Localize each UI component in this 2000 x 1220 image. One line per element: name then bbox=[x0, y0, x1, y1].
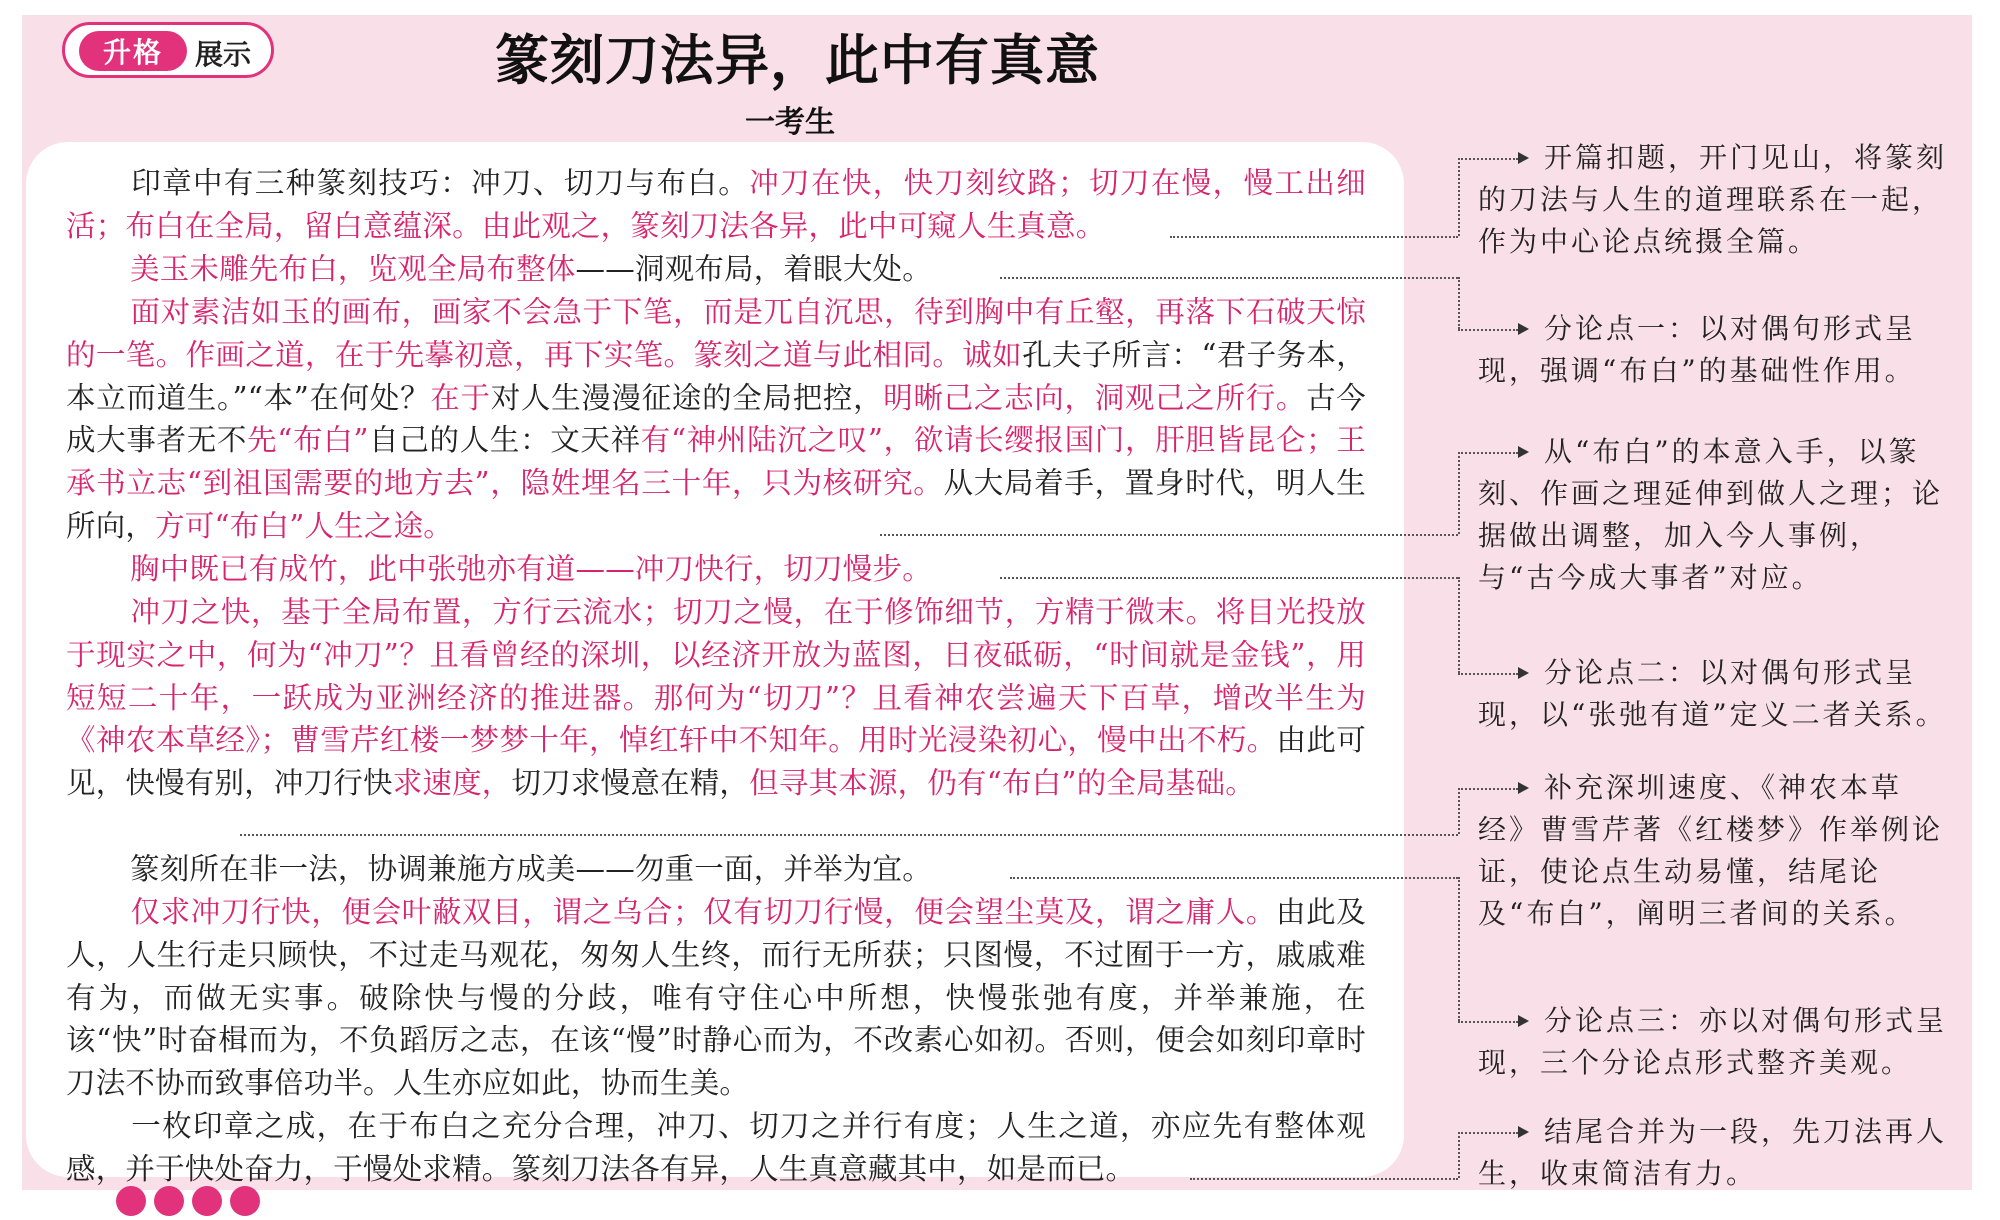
connector-line bbox=[1458, 277, 1460, 329]
paragraph-argument-two bbox=[26, 591, 1404, 805]
body-text: 篆刻所在非一法，协调兼施方成美——勿重一面，并举为宜。 bbox=[130, 852, 932, 886]
paragraph-argument-one bbox=[26, 291, 1404, 548]
connector-line bbox=[1458, 1132, 1460, 1178]
badge-highlight: 升格 bbox=[79, 31, 187, 71]
highlighted-text: 有“神州陆沉之叹”，欲请长缨报国门，肝胆皆昆仑；王承书立志“到祖国需要的地方去”，隐姓埋名三十年，只为核研究。 bbox=[66, 423, 1366, 501]
decorative-dots bbox=[116, 1186, 286, 1200]
connector-line bbox=[1458, 452, 1460, 534]
margin-note: 补充深圳速度、《神农本草经》曹雪芹著《红楼梦》作举例论证，使论点生动易懂，结尾论及“布白”，阐明三者间的关系。 bbox=[1478, 771, 1944, 930]
highlighted-text: 先“布白” bbox=[247, 423, 369, 458]
badge-label: 展示 bbox=[195, 38, 252, 71]
highlighted-text: 仅求冲刀行快，便会叶蔽双目，谓之乌合；仅有切刀行慢，便会望尘莫及，谓之庸人。 bbox=[130, 895, 1276, 929]
connector-line bbox=[1458, 158, 1460, 236]
highlighted-text: 冲刀在快，快刀刻纹路；切刀在慢，慢工出细活；布白在全局，留白意蕴深。由此观之，篆刻刀法各异，此中可窥人生真意。 bbox=[66, 166, 1366, 243]
highlighted-text: 冲刀之快，基于全局布置，方行云流水；切刀之慢，在于修饰细节，方精于微末。将目光投放于现实之中，何为“冲刀”？且看曾经的深圳，以经济开放为蓝图，日夜砥砺，“时间就是金钱”，用短短二十年，一跃成为亚洲经济的推进器。那何为“切刀”？且看神农尝遍天下百草，增改半生为《神农本草经》；曹雪芹红楼一梦梦十年，悼红轩中不知年。用时光浸染初心，慢中出不朽。 bbox=[66, 595, 1366, 758]
connector-line bbox=[1458, 877, 1460, 1021]
body-text: 切刀求慢意在精， bbox=[511, 766, 750, 801]
highlighted-text: 面对素洁如玉的画布，画家不会急于下笔，而是兀自沉思，待到胸中有丘壑，再落下石破天惊的一笔。作画之道，在于先摹初意，再下实笔。篆刻之道与此相同。诚如 bbox=[66, 295, 1366, 372]
highlighted-text: 美玉未雕先布白，览观全局布整体 bbox=[130, 252, 576, 286]
connector-line bbox=[240, 834, 1458, 836]
paragraph-point-three bbox=[26, 848, 1404, 891]
connector-line bbox=[1458, 577, 1460, 673]
highlighted-text: 但寻其本源，仍有“布白”的全局基础。 bbox=[749, 766, 1255, 801]
body-text: 由此及人，人生行走只顾快，不过走马观花，匆匆人生终，而行无所获；只图慢，不过囿于一方，戚戚难有为，而做无实事。破除快与慢的分歧，唯有守住心中所想，快慢张弛有度，并举兼施，在该“快”时奋楫而为，不负蹈厉之志，在该“慢”时静心而为，不改素心如初。否则，便会如刻印章时刀法不协而致事倍功半。人生亦应如此，协而生美。 bbox=[66, 895, 1366, 1101]
paragraph-point-one bbox=[26, 248, 1404, 291]
section-badge bbox=[62, 22, 274, 78]
highlighted-text: 求速度， bbox=[392, 766, 512, 801]
essay-body bbox=[26, 142, 1404, 1186]
body-text: 孔夫子所言：“君子务本，本立而道生。”“本”在何处？ bbox=[66, 337, 1367, 415]
body-text: 印章中有三种篆刻技巧：冲刀、切刀与布白。 bbox=[130, 166, 750, 200]
highlighted-text: 在于 bbox=[430, 380, 491, 415]
body-text: 从大局着手，置身时代，明人生所向， bbox=[66, 466, 1366, 543]
body-text: 古今成大事者无不 bbox=[66, 380, 1366, 458]
margin-note: 从“布白”的本意入手，以篆刻、作画之理延伸到做人之理；论据做出调整，加入今人事例，与“古今成大事者”对应。 bbox=[1478, 435, 1944, 594]
connector-line bbox=[1000, 577, 1458, 579]
essay-author: 一考生 bbox=[745, 105, 835, 140]
connector-line bbox=[1000, 277, 1458, 279]
body-text: 对人生漫漫征途的全局把控， bbox=[490, 380, 884, 415]
margin-note: 分论点二：以对偶句形式呈现，以“张弛有道”定义二者关系。 bbox=[1478, 656, 1947, 731]
body-text: ——洞观布局，着眼大处。 bbox=[575, 252, 932, 286]
essay-title: 篆刻刀法异，此中有真意 bbox=[495, 29, 1100, 92]
connector-line bbox=[1190, 1178, 1458, 1180]
body-text: 由此可见，快慢有别，冲刀行快 bbox=[66, 723, 1367, 801]
paragraph-point-two bbox=[26, 548, 1404, 591]
margin-note: 开篇扣题，开门见山，将篆刻的刀法与人生的道理联系在一起，作为中心论点统摄全篇。 bbox=[1478, 141, 1948, 258]
connector-line bbox=[880, 534, 1458, 536]
paragraph-intro bbox=[26, 162, 1404, 248]
margin-note: 分论点一：以对偶句形式呈现，强调“布白”的基础性作用。 bbox=[1478, 312, 1917, 387]
margin-note: 分论点三：亦以对偶句形式呈现，三个分论点形式整齐美观。 bbox=[1478, 1004, 1948, 1079]
highlighted-text: 明晰己之志向，洞观己之所行。 bbox=[883, 380, 1307, 415]
margin-note: 结尾合并为一段，先刀法再人生，收束简洁有力。 bbox=[1478, 1115, 1948, 1190]
highlighted-text: 方可“布白”人生之途。 bbox=[155, 508, 453, 543]
connector-line bbox=[1170, 236, 1458, 238]
connector-line bbox=[1458, 788, 1460, 834]
paragraph-argument-three bbox=[26, 891, 1404, 1105]
connector-line bbox=[1010, 877, 1458, 879]
body-text: 自己的人生：文天祥 bbox=[368, 423, 641, 458]
highlighted-text: 胸中既已有成竹，此中张弛亦有道——冲刀快行，切刀慢步。 bbox=[130, 552, 932, 586]
body-text: 一枚印章之成，在于布白之充分合理，冲刀、切刀之并行有度；人生之道，亦应先有整体观感，并于快处奋力，于慢处求精。篆刻刀法各有异，人生真意藏其中，如是而已。 bbox=[66, 1109, 1366, 1186]
